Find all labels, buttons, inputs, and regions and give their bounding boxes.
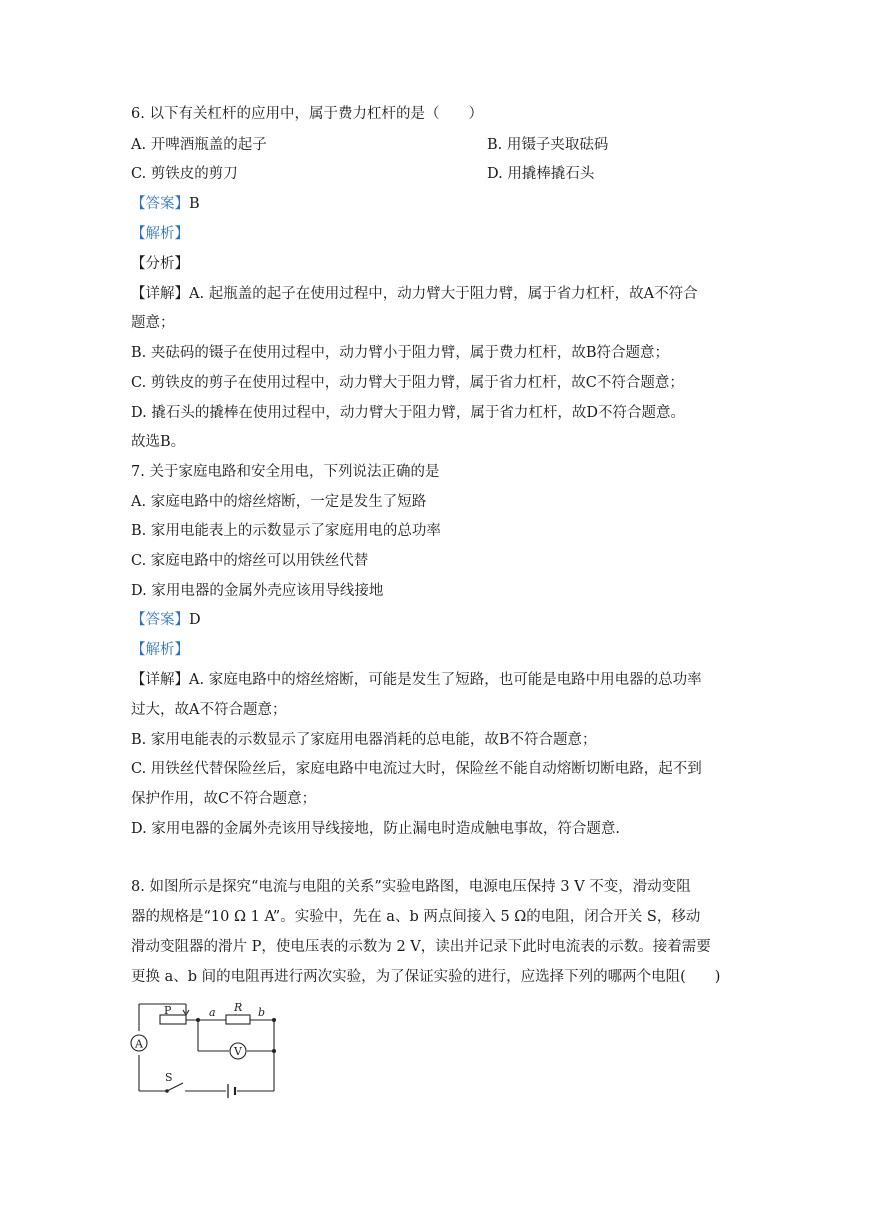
q6-answer-value: B xyxy=(189,196,200,212)
junction-b-dot xyxy=(272,1018,276,1022)
junction-a-dot xyxy=(196,1018,200,1022)
q6-answer-line xyxy=(131,194,200,214)
q7-detail-text-1: A. 家庭电路中的熔丝熔断，可能是发生了短路，也可能是电路中用电器的总功率 xyxy=(189,672,702,688)
voltmeter-label: V xyxy=(234,1045,242,1058)
q6-detail-line-6: 故选B。 xyxy=(131,434,186,450)
switch-pivot-dot xyxy=(165,1089,169,1093)
q7-detail-tag: 【详解】 xyxy=(131,672,189,688)
q6-detail-line-5: D. 撬石头的撬棒在使用过程中，动力臂大于阻力臂，属于省力杠杆，故D不符合题意。 xyxy=(131,405,685,421)
q6-fenxi-tag: 【分析】 xyxy=(131,256,189,272)
q7-option-c: C. 家庭电路中的熔丝可以用铁丝代替 xyxy=(131,553,369,569)
q7-analysis-tag: 【解析】 xyxy=(131,642,189,658)
q6-detail-line-2: 题意； xyxy=(131,315,175,331)
q7-answer-tag: 【答案】 xyxy=(131,612,189,628)
q6-detail-line-1 xyxy=(131,284,698,304)
q7-detail-line-5: 保护作用，故C不符合题意； xyxy=(131,791,317,807)
q6-answer-tag: 【答案】 xyxy=(131,196,189,212)
q8-stem-line-1: 8. 如图所示是探究“电流与电阻的关系”实验电路图，电源电压保持 3 V 不变，滑动变阻 xyxy=(131,879,691,895)
q7-detail-line-3: B. 家用电能表的示数显示了家庭用电器消耗的总电能，故B不符合题意； xyxy=(131,732,597,748)
point-b-label: b xyxy=(258,1006,266,1019)
switch-label: S xyxy=(165,1071,173,1084)
junction-v-dot xyxy=(272,1049,276,1053)
q6-detail-text-1: A. 起瓶盖的起子在使用过程中，动力臂大于阻力臂，属于省力杠杆，故A不符合 xyxy=(189,286,698,302)
q7-stem: 7. 关于家庭电路和安全用电，下列说法正确的是 xyxy=(131,464,440,480)
q8-stem-line-4: 更换 a、b 间的电阻再进行两次实验，为了保证实验的进行，应选择下列的哪两个电阻( ) xyxy=(131,969,721,985)
q8-stem-line-2: 器的规格是“10 Ω 1 A”。实验中，先在 a、b 两点间接入 5 Ω的电阻，闭合开关 S，移动 xyxy=(131,909,701,925)
resistor-label: R xyxy=(234,1001,243,1014)
q6-option-c: C. 剪铁皮的剪刀 xyxy=(131,166,238,182)
circuit-diagram xyxy=(125,995,285,1105)
switch-blade xyxy=(167,1083,183,1091)
q7-option-a: A. 家庭电路中的熔丝熔断，一定是发生了短路 xyxy=(131,494,427,510)
q7-option-b: B. 家用电能表上的示数显示了家庭用电的总功率 xyxy=(131,523,441,539)
q6-detail-tag: 【详解】 xyxy=(131,286,189,302)
q7-detail-line-2: 过大，故A不符合题意； xyxy=(131,702,287,718)
q7-answer-value: D xyxy=(189,612,201,628)
q8-stem-line-3: 滑动变阻器的滑片 P，使电压表的示数为 2 V，读出并记录下此时电流表的示数。接着需要 xyxy=(131,939,711,955)
q6-option-a: A. 开啤酒瓶盖的起子 xyxy=(131,137,267,153)
q6-analysis-tag: 【解析】 xyxy=(131,226,189,242)
q7-answer-line xyxy=(131,610,201,630)
q6-stem: 6. 以下有关杠杆的应用中，属于费力杠杆的是（ ） xyxy=(131,106,483,122)
point-a-label: a xyxy=(209,1006,216,1019)
q7-detail-line-4: C. 用铁丝代替保险丝后，家庭电路中电流过大时，保险丝不能自动熔断切断电路，起不到 xyxy=(131,761,702,777)
resistor-r xyxy=(226,1015,250,1024)
q6-detail-line-3: B. 夹砝码的镊子在使用过程中，动力臂小于阻力臂，属于费力杠杆，故B符合题意； xyxy=(131,345,670,361)
q7-detail-line-6: D. 家用电器的金属外壳该用导线接地，防止漏电时造成触电事故，符合题意. xyxy=(131,821,620,837)
q7-option-d: D. 家用电器的金属外壳应该用导线接地 xyxy=(131,583,384,599)
q7-detail-line-1 xyxy=(131,670,702,690)
ammeter-label: A xyxy=(135,1037,143,1051)
q6-detail-line-4: C. 剪铁皮的剪子在使用过程中，动力臂大于阻力臂，属于省力杠杆，故C不符合题意； xyxy=(131,375,684,391)
slider-label: P xyxy=(164,1004,172,1017)
q6-option-d: D. 用撬棒撬石头 xyxy=(487,166,595,182)
q6-option-b: B. 用镊子夹取砝码 xyxy=(487,137,609,153)
